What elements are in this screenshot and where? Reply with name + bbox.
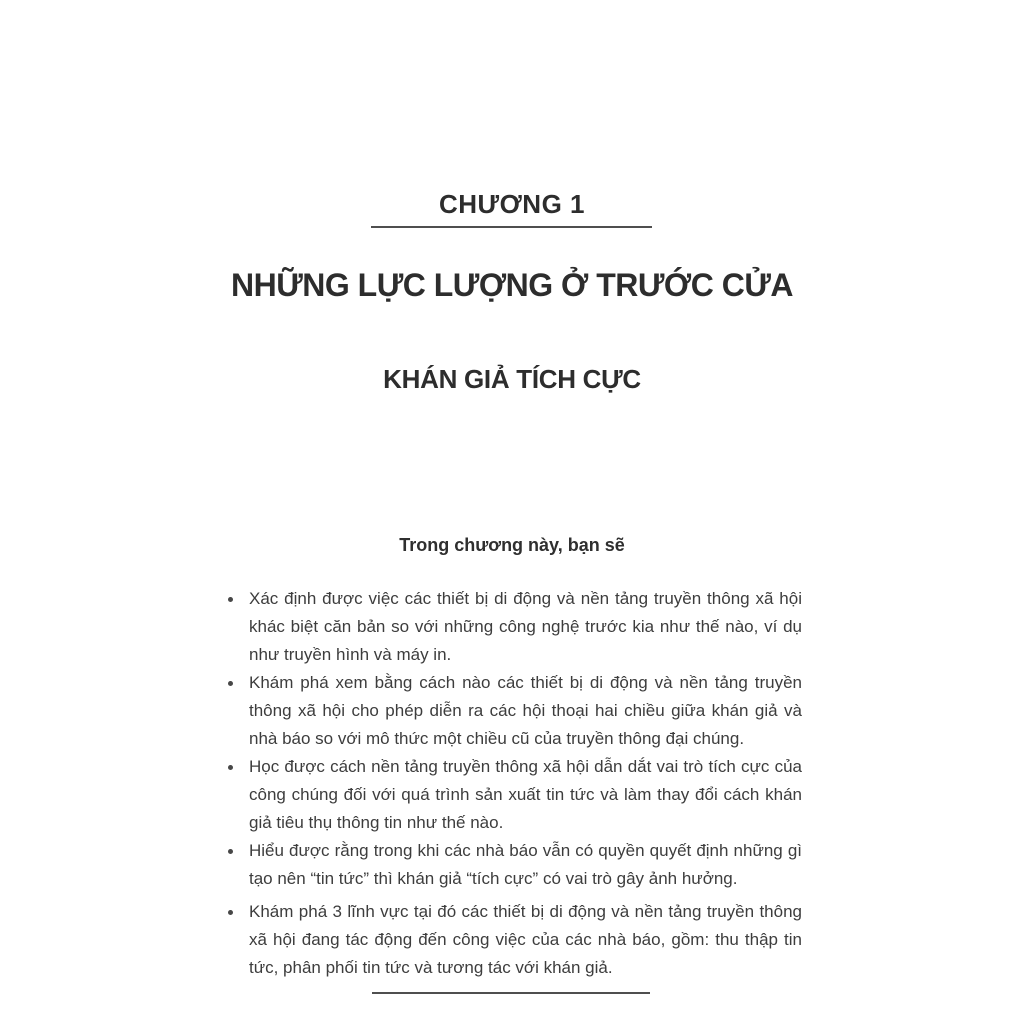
bullet-text: Xác định được việc các thiết bị di động và nền tảng truyền thông xã hội khác biệt căn bản so với những công nghệ trước kia như thế nào, ví dụ như truyền hình và máy in.: [249, 589, 802, 664]
bullet-dot-icon: [228, 910, 233, 915]
bullet-text: Học được cách nền tảng truyền thông xã hội dẫn dắt vai trò tích cực của công chúng đối với quá trình sản xuất tin tức và làm thay đổi cách khán giả tiêu thụ thông tin như thế nào.: [249, 757, 802, 832]
bullet-text: Khám phá xem bằng cách nào các thiết bị di động và nền tảng truyền thông xã hội cho phép diễn ra các hội thoại hai chiều giữa khán giả và nhà báo so với mô thức một chiều cũ của truyền thông đại chúng.: [249, 673, 802, 748]
list-item: [222, 669, 802, 753]
list-item: [222, 837, 802, 893]
chapter-label: CHƯƠNG 1: [439, 189, 585, 219]
list-item: [222, 585, 802, 669]
bullet-dot-icon: [228, 849, 233, 854]
bullet-dot-icon: [228, 765, 233, 770]
chapter-subtitle: KHÁN GIẢ TÍCH CỰC: [383, 364, 641, 394]
chapter-divider-line: [371, 226, 652, 228]
objectives-list: [222, 585, 802, 982]
chapter-title: NHỮNG LỰC LƯỢNG Ở TRƯỚC CỬA: [231, 267, 793, 303]
section-end-divider-line: [372, 992, 650, 994]
list-item: [222, 898, 802, 982]
bullet-dot-icon: [228, 597, 233, 602]
intro-heading: Trong chương này, bạn sẽ: [399, 535, 625, 555]
bullet-text: Hiểu được rằng trong khi các nhà báo vẫn có quyền quyết định những gì tạo nên “tin tức” thì khán giả “tích cực” có vai trò gây ảnh hưởng.: [249, 841, 802, 888]
bullet-text: Khám phá 3 lĩnh vực tại đó các thiết bị di động và nền tảng truyền thông xã hội đang tác động đến công việc của các nhà báo, gồm: thu thập tin tức, phân phối tin tức và tương tác với khán giả.: [249, 902, 802, 977]
bullet-dot-icon: [228, 681, 233, 686]
list-item: [222, 753, 802, 837]
